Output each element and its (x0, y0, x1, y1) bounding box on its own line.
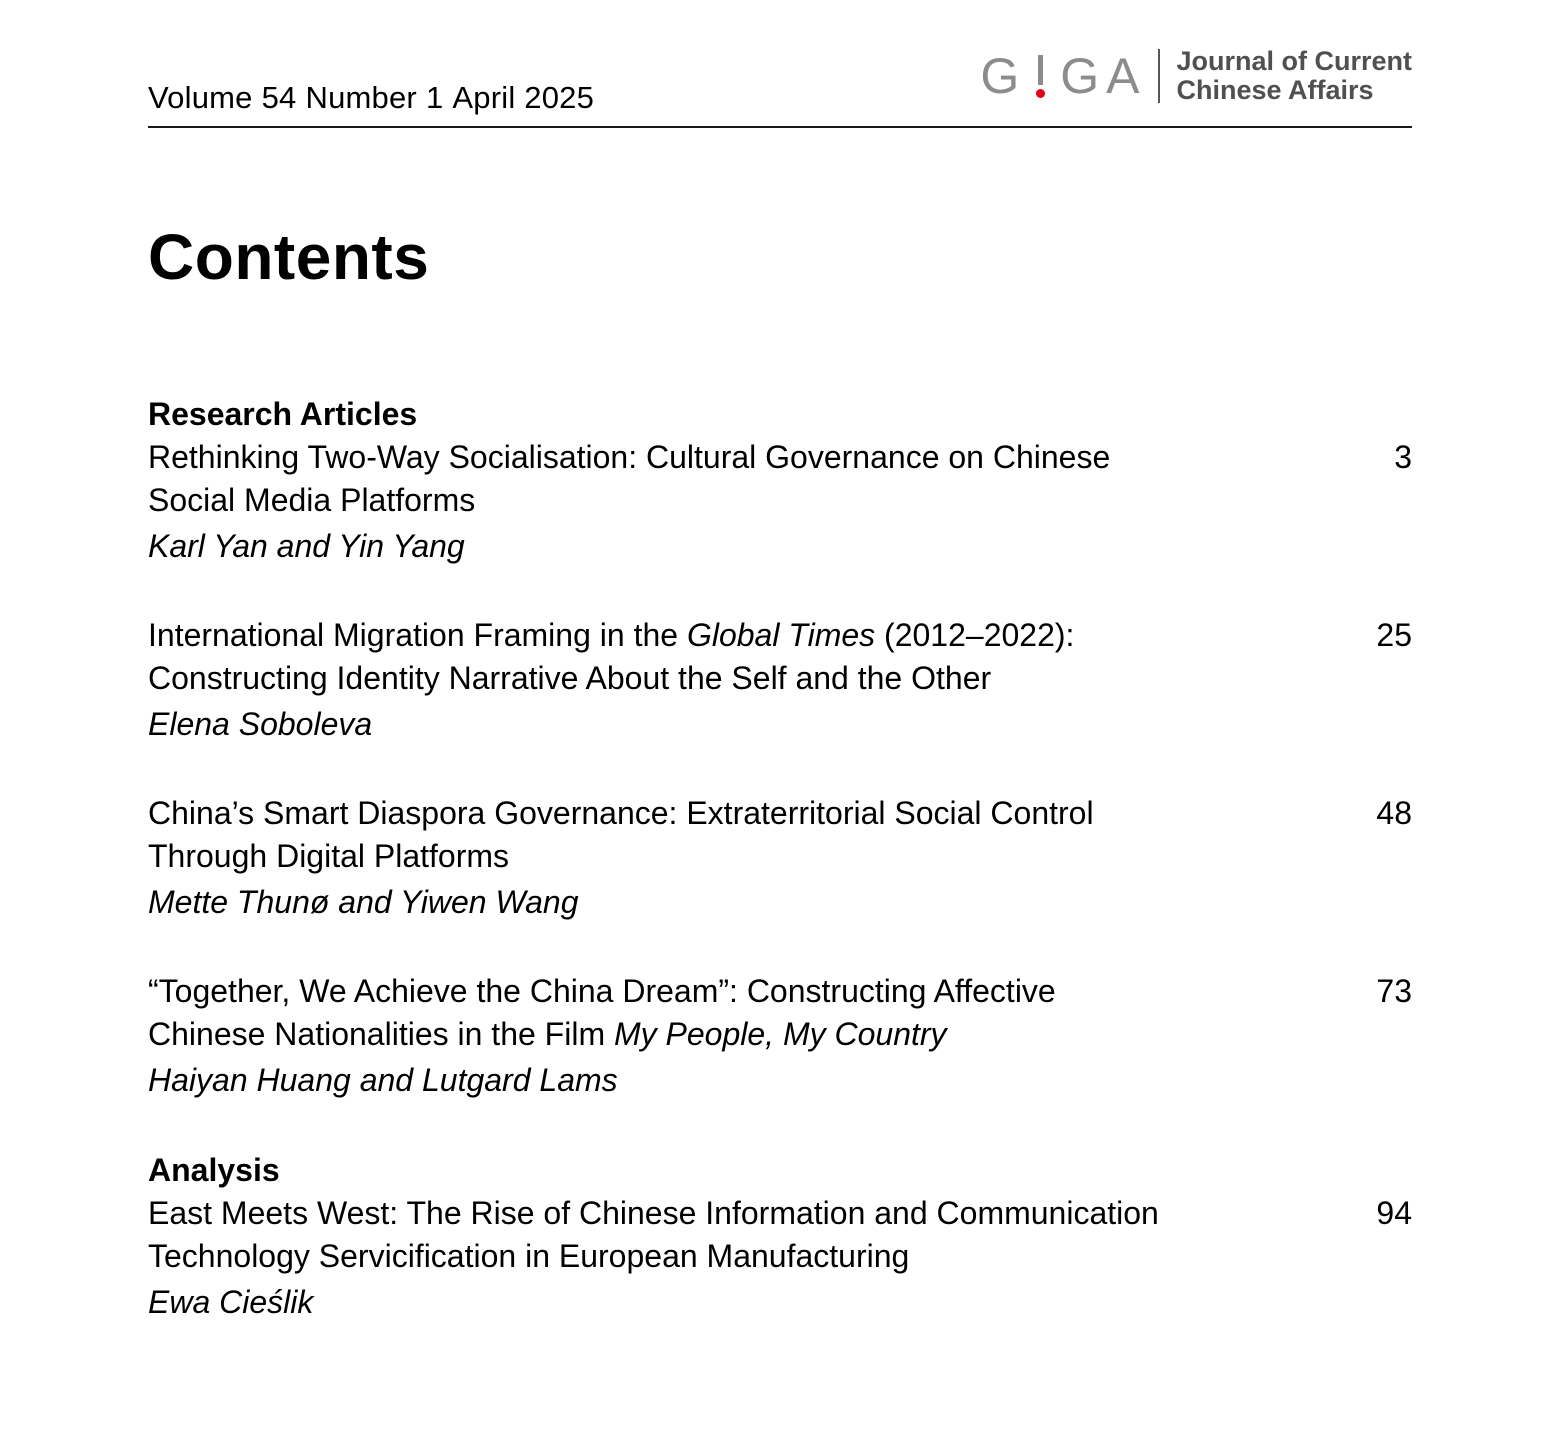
entry-title-line: International Migration Framing in the Global Times (2012–2022): (148, 617, 1075, 653)
issue-info (148, 80, 594, 116)
volume-label: Volume (148, 80, 253, 115)
entry-authors: Haiyan Huang and Lutgard Lams (148, 1062, 618, 1098)
entry-title[interactable] (148, 970, 1208, 1056)
section-heading-analysis: Analysis (148, 1152, 280, 1188)
italic-film-title: My People, My Country (613, 1016, 947, 1052)
entry-authors: Karl Yan and Yin Yang (148, 528, 465, 564)
table-of-contents (148, 392, 1412, 1326)
brand-divider (1158, 49, 1160, 103)
issue-date: April 2025 (452, 80, 595, 115)
section-heading-research-articles: Research Articles (148, 396, 418, 432)
entry-title-line: Technology Servicification in European Manufacturing (148, 1238, 910, 1274)
toc-entry[interactable] (148, 970, 1412, 1104)
entry-page-number[interactable]: 73 (1376, 973, 1412, 1009)
logo-letter-g2: G (1060, 48, 1107, 104)
exclamation-icon (1034, 51, 1048, 101)
entry-title-line: “Together, We Achieve the China Dream”: Constructing Affective (148, 973, 1056, 1009)
issue-number: 1 (425, 80, 444, 115)
entry-title-line: Chinese Nationalities in the Film My People, My Country (148, 1016, 947, 1052)
entry-title-line: East Meets West: The Rise of Chinese Information and Communication (148, 1195, 1159, 1231)
entry-authors: Ewa Cieślik (148, 1284, 314, 1320)
entry-title[interactable] (148, 792, 1208, 878)
entry-title[interactable] (148, 436, 1208, 522)
entry-authors: Elena Soboleva (148, 706, 373, 742)
number-label: Number (305, 80, 417, 115)
toc-entry[interactable] (148, 436, 1412, 570)
entry-page-number[interactable]: 3 (1394, 439, 1412, 475)
toc-entry[interactable] (148, 614, 1412, 748)
entry-authors: Mette Thunø and Yiwen Wang (148, 884, 579, 920)
entry-page-number[interactable]: 25 (1376, 617, 1412, 653)
entry-title[interactable] (148, 1192, 1208, 1278)
entry-title[interactable] (148, 614, 1208, 700)
entry-title-line: Rethinking Two-Way Socialisation: Cultural Governance on Chinese (148, 439, 1111, 475)
toc-entry[interactable] (148, 792, 1412, 926)
giga-logo (980, 46, 1146, 106)
logo-letter-g1: G (980, 48, 1027, 104)
page-title: Contents (148, 221, 430, 293)
toc-page (148, 0, 1412, 1436)
journal-name-line2: Chinese Affairs (1176, 75, 1374, 105)
toc-entry[interactable] (148, 1192, 1412, 1326)
volume-number: 54 (261, 80, 297, 115)
entry-title-line: Social Media Platforms (148, 482, 476, 518)
entry-title-line: Through Digital Platforms (148, 838, 510, 874)
italic-publication-title: Global Times (686, 617, 876, 653)
entry-title-line: Constructing Identity Narrative About the Self and the Other (148, 660, 992, 696)
entry-title-line: China’s Smart Diaspora Governance: Extraterritorial Social Control (148, 795, 1094, 831)
page-header (148, 40, 1412, 128)
entry-page-number[interactable]: 94 (1376, 1195, 1412, 1231)
journal-name (1176, 47, 1412, 105)
journal-brand (980, 46, 1412, 106)
logo-letter-a: A (1106, 48, 1147, 104)
entry-page-number[interactable]: 48 (1376, 795, 1412, 831)
journal-name-line1: Journal of Current (1176, 46, 1412, 76)
